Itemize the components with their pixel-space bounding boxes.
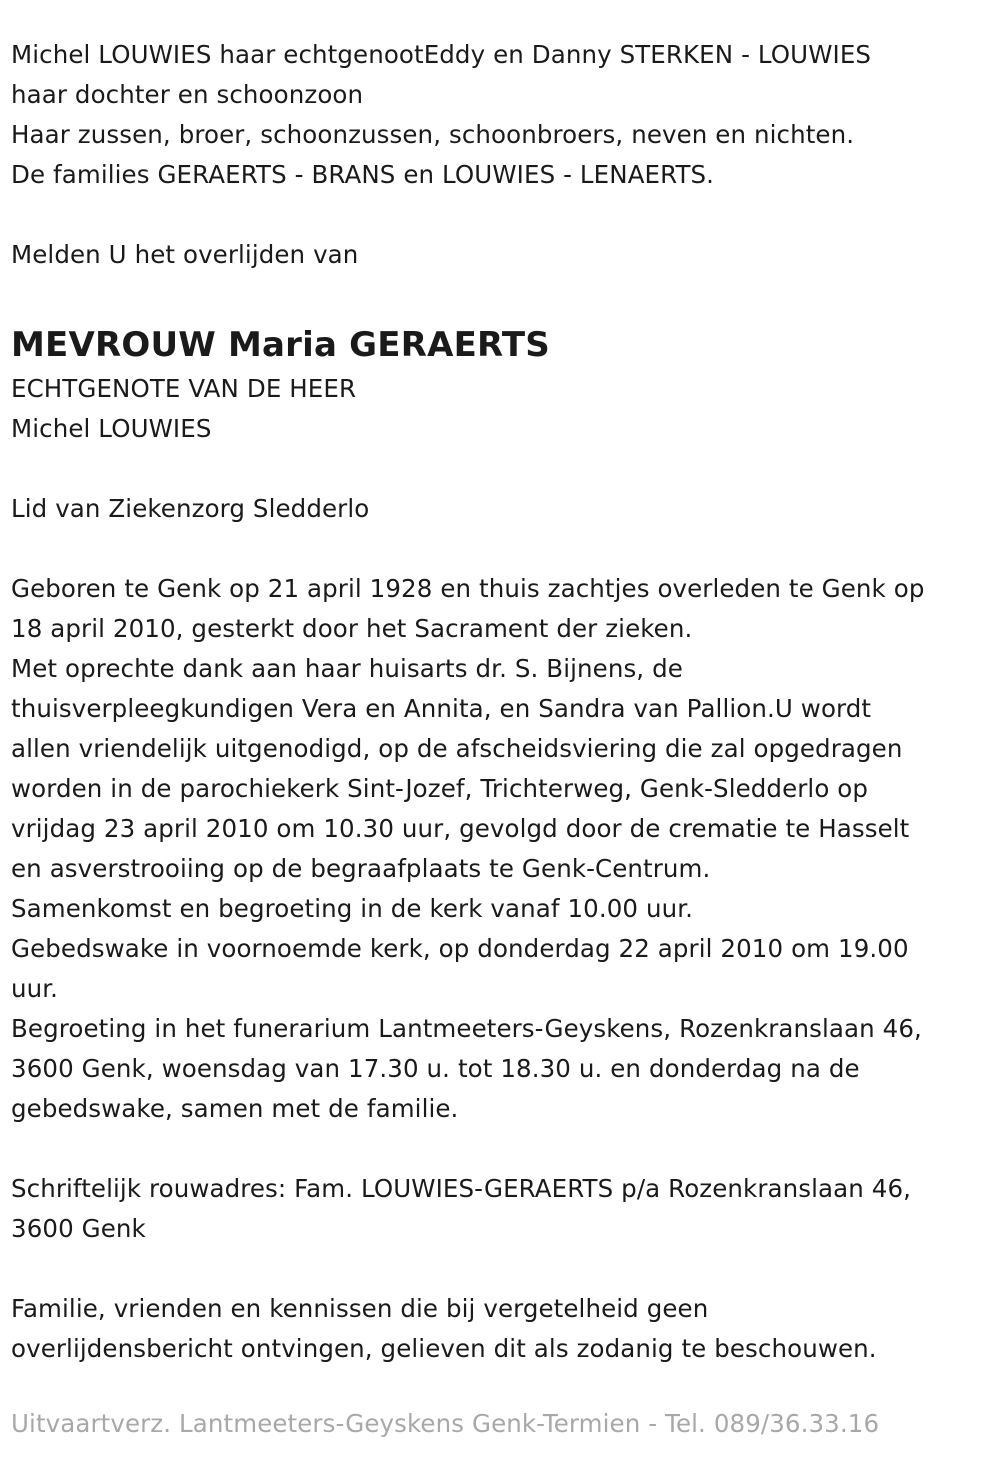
intro-line: haar dochter en schoonzoon [11, 80, 364, 109]
address-line: 3600 Genk [11, 1214, 146, 1243]
funeral-details [11, 569, 990, 1129]
details-line: worden in de parochiekerk Sint-Jozef, Trichterweg, Genk-Sledderlo op [11, 774, 869, 803]
notice-line: Familie, vrienden en kennissen die bij vergetelheid geen [11, 1294, 709, 1323]
spacer [11, 195, 990, 235]
spacer [11, 1249, 990, 1289]
deceased-name: MEVROUW Maria GERAERTS [11, 325, 550, 365]
spacer [11, 1129, 990, 1169]
details-line: Begroeting in het funerarium Lantmeeters-Geyskens, Rozenkranslaan 46, [11, 1014, 922, 1043]
details-line: 18 april 2010, gesterkt door het Sacrament der zieken. [11, 614, 693, 643]
details-line: Samenkomst en begroeting in de kerk vanaf 10.00 uur. [11, 894, 694, 923]
intro-line: De families GERAERTS - BRANS en LOUWIES - LENAERTS. [11, 160, 715, 189]
spouse-info [11, 369, 990, 449]
spacer [11, 275, 990, 315]
spacer [11, 449, 990, 489]
spacer [11, 529, 990, 569]
details-line: Geboren te Genk op 21 april 1928 en thuis zachtjes overleden te Genk op [11, 574, 925, 603]
details-line: thuisverpleegkundigen Vera en Annita, en Sandra van Pallion.U wordt [11, 694, 872, 723]
notice-line: overlijdensbericht ontvingen, gelieven dit als zodanig te beschouwen. [11, 1334, 877, 1363]
intro-line: Haar zussen, broer, schoonzussen, schoonbroers, neven en nichten. [11, 120, 855, 149]
membership-text: Lid van Ziekenzorg Sledderlo [11, 494, 370, 523]
details-line: uur. [11, 974, 59, 1003]
details-line: Gebedswake in voornoemde kerk, op donderdag 22 april 2010 om 19.00 [11, 934, 909, 963]
details-line: gebedswake, samen met de familie. [11, 1094, 459, 1123]
spouse-line: ECHTGENOTE VAN DE HEER [11, 374, 357, 403]
closing-notice [11, 1289, 990, 1369]
spouse-line: Michel LOUWIES [11, 414, 212, 443]
address-line: Schriftelijk rouwadres: Fam. LOUWIES-GERAERTS p/a Rozenkranslaan 46, [11, 1174, 912, 1203]
details-line: Met oprechte dank aan haar huisarts dr. S. Bijnens, de [11, 654, 683, 683]
intro-line: Michel LOUWIES haar echtgenootEddy en Danny STERKEN - LOUWIES [11, 40, 872, 69]
family-intro [11, 35, 990, 195]
details-line: en asverstrooiing op de begraafplaats te Genk-Centrum. [11, 854, 711, 883]
details-line: 3600 Genk, woensdag van 17.30 u. tot 18.30 u. en donderdag na de [11, 1054, 860, 1083]
announcement-text: Melden U het overlijden van [11, 240, 359, 269]
details-line: allen vriendelijk uitgenodigd, op de afscheidsviering die zal opgedragen [11, 734, 903, 763]
funeral-home-footer: Uitvaartverz. Lantmeeters-Geyskens Genk-Termien - Tel. 089/36.33.16 [11, 1409, 880, 1438]
details-line: vrijdag 23 april 2010 om 10.30 uur, gevolgd door de crematie te Hasselt [11, 814, 910, 843]
mourning-address [11, 1169, 990, 1249]
